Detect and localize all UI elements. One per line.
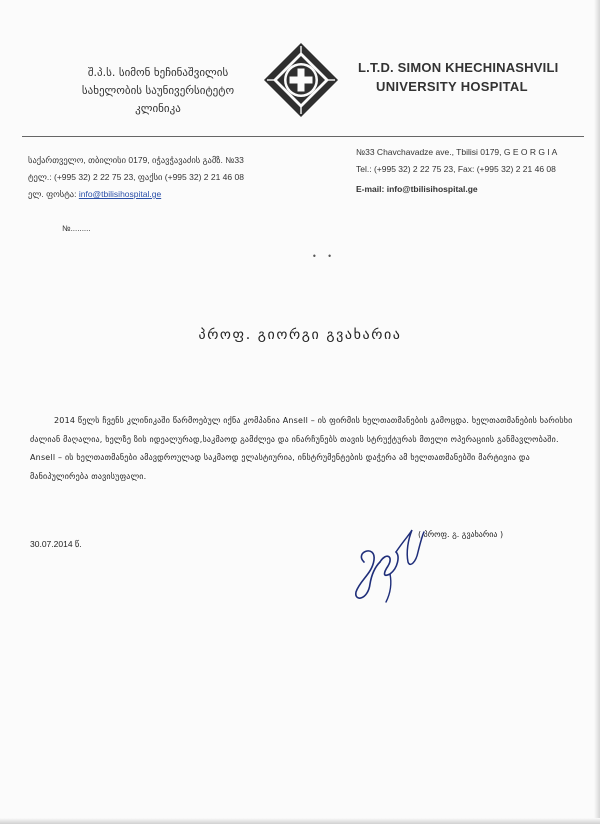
hospital-cross-logo-icon [263, 42, 339, 118]
letter-date: 30.07.2014 წ. [30, 539, 82, 549]
georgian-name-line-3: კლინიკა [135, 102, 181, 115]
letter-body [30, 412, 586, 486]
georgian-phone-line: ტელ.: (+995 32) 2 22 75 23, ფაქსი (+995 32) 2 21 46 08 [28, 172, 244, 182]
header-divider [22, 136, 584, 137]
georgian-name-line-2: სახელობის საუნივერსიტეტო [81, 84, 235, 97]
english-email-link[interactable]: info@tbilisihospital.ge [386, 184, 478, 194]
georgian-address-line: საქართველო, თბილისი 0179, იჭავჭავაძის გამზ. №33 [28, 155, 244, 165]
georgian-email-link[interactable]: info@tbilisihospital.ge [78, 189, 162, 199]
georgian-email-label: ელ. ფოსტა: [28, 189, 77, 199]
english-email-line [356, 181, 596, 198]
document-number: №......... [62, 224, 91, 233]
georgian-email-line [28, 186, 308, 203]
recipient-heading: პროფ. გიორგი გვახარია [198, 327, 402, 343]
english-name-line-2: UNIVERSITY HOSPITAL [376, 79, 528, 94]
georgian-name-line-1: შ.პ.ს. სიმონ ხეჩინაშვილის [87, 66, 229, 79]
page-shadow-right [594, 0, 600, 824]
georgian-hospital-name [58, 64, 258, 118]
english-hospital-name [358, 60, 558, 94]
body-paragraph: 2014 წელს ჩვენს კლინიკაში წარმოებულ იქნა კომპანია Ansell – ის ფირმის ხელთათმანების გამოცდა. ხელთათმანების ხარისხი ძალიან მაღალია, ხელზე ზის იდეალურად,საკმაოდ გამძლეა და ინარჩუნებს თავის სტრუქტურას მთელი ოპერაციის განმავლობაში. Ansell – ის ხელთათმანები ამავდროულად საკმაოდ ელასტიურია, ინსტრუმენტების დაჭერა ამ ხელთათმანებში მარტივია და მანიპულირება თავისუფალი. [30, 416, 573, 481]
english-phone-line: Tel.: (+995 32) 2 22 75 23, Fax: (+995 32) 2 21 46 08 [356, 164, 556, 174]
english-address-block [356, 144, 596, 198]
georgian-address-block [28, 152, 308, 203]
page-shadow-bottom [0, 818, 600, 824]
english-email-label: E-mail: [356, 184, 385, 194]
signer-name: ( პროფ. გ. გვახარია ) [418, 530, 504, 539]
stray-marks: • • [312, 252, 336, 261]
english-name-line-1: L.T.D. SIMON KHECHINASHVILI [358, 60, 559, 75]
english-address-line: №33 Chavchavadze ave., Tbilisi 0179, G E O R G I A [356, 147, 558, 157]
